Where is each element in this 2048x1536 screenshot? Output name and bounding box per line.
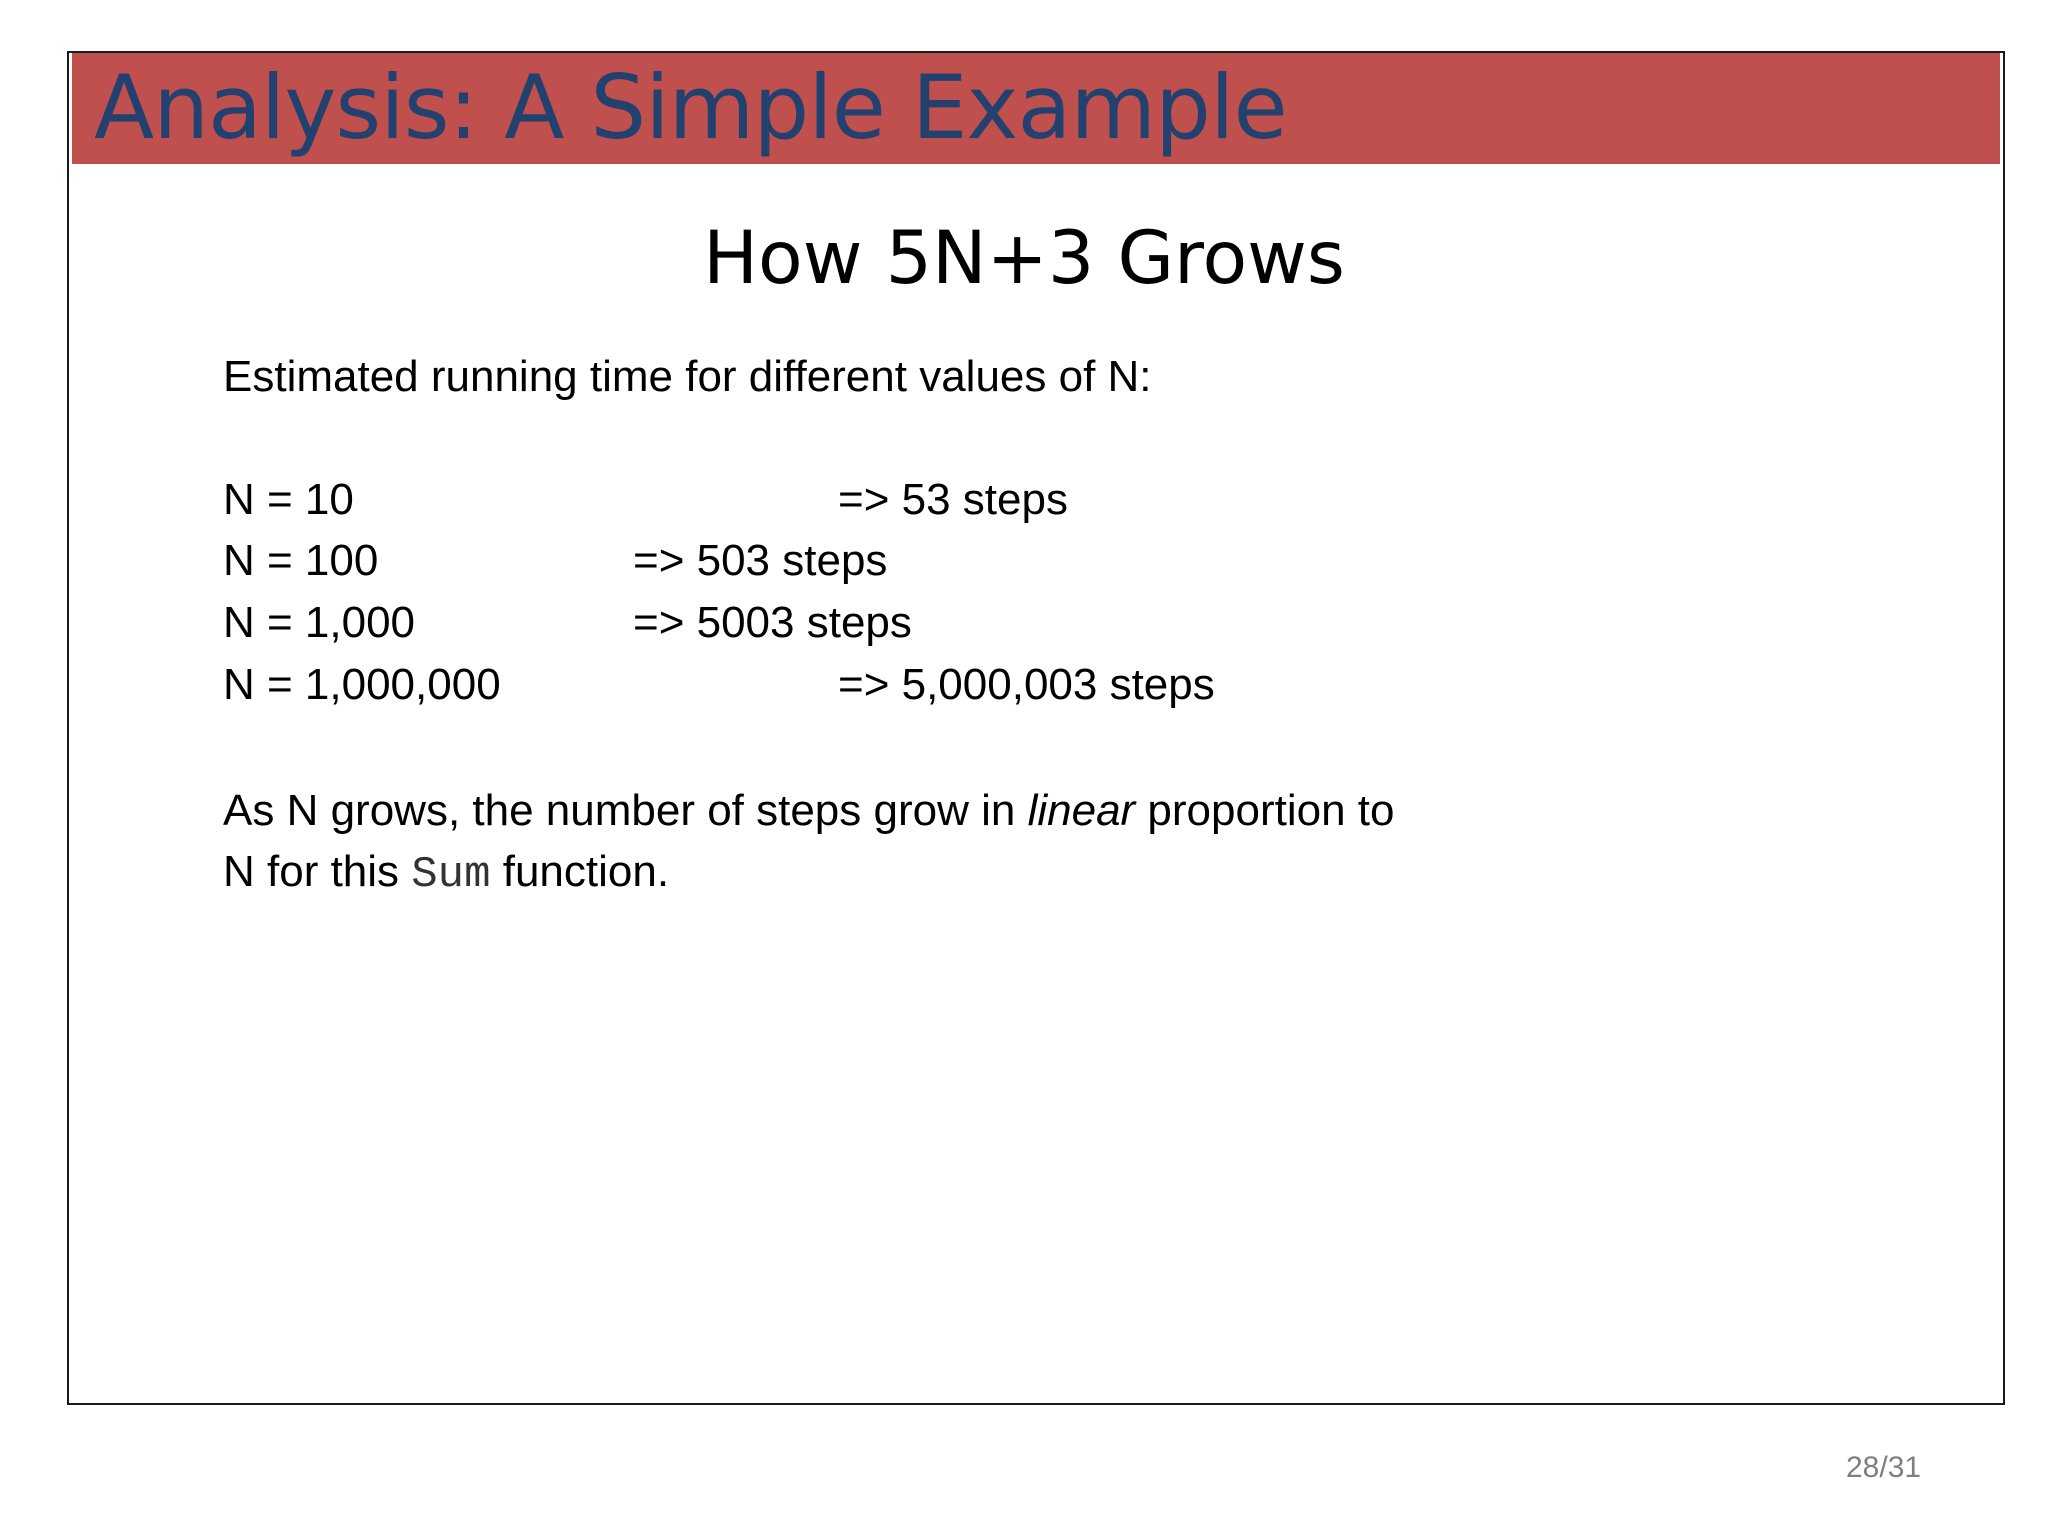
row-n-label: N = 1,000 [223, 598, 416, 647]
intro-text: Estimated running time for different values of N: [223, 352, 1152, 401]
conclusion-line2-end: function. [490, 847, 670, 896]
slide-subtitle: How 5N+3 Grows [703, 216, 1345, 301]
row-steps-value: => 5003 steps [633, 598, 912, 647]
row-n-label: N = 1,000,000 [223, 660, 501, 709]
conclusion-part1: As N grows, the number of steps grow in [223, 786, 1028, 835]
page-number: 28/31 [1846, 1451, 1922, 1484]
conclusion-emphasis: linear [1027, 786, 1136, 835]
conclusion-text [223, 780, 1394, 906]
row-steps-value: => 53 steps [838, 475, 1068, 524]
row-n-label: N = 100 [223, 536, 379, 585]
row-steps-value: => 5,000,003 steps [838, 660, 1215, 709]
conclusion-part2: proportion to [1135, 786, 1395, 835]
conclusion-line2-start: N for this [223, 847, 412, 896]
row-n-label: N = 10 [223, 475, 354, 524]
slide-title: Analysis: A Simple Example [94, 56, 1287, 159]
code-sum: Sum [411, 850, 491, 900]
row-steps-value: => 503 steps [633, 536, 888, 585]
